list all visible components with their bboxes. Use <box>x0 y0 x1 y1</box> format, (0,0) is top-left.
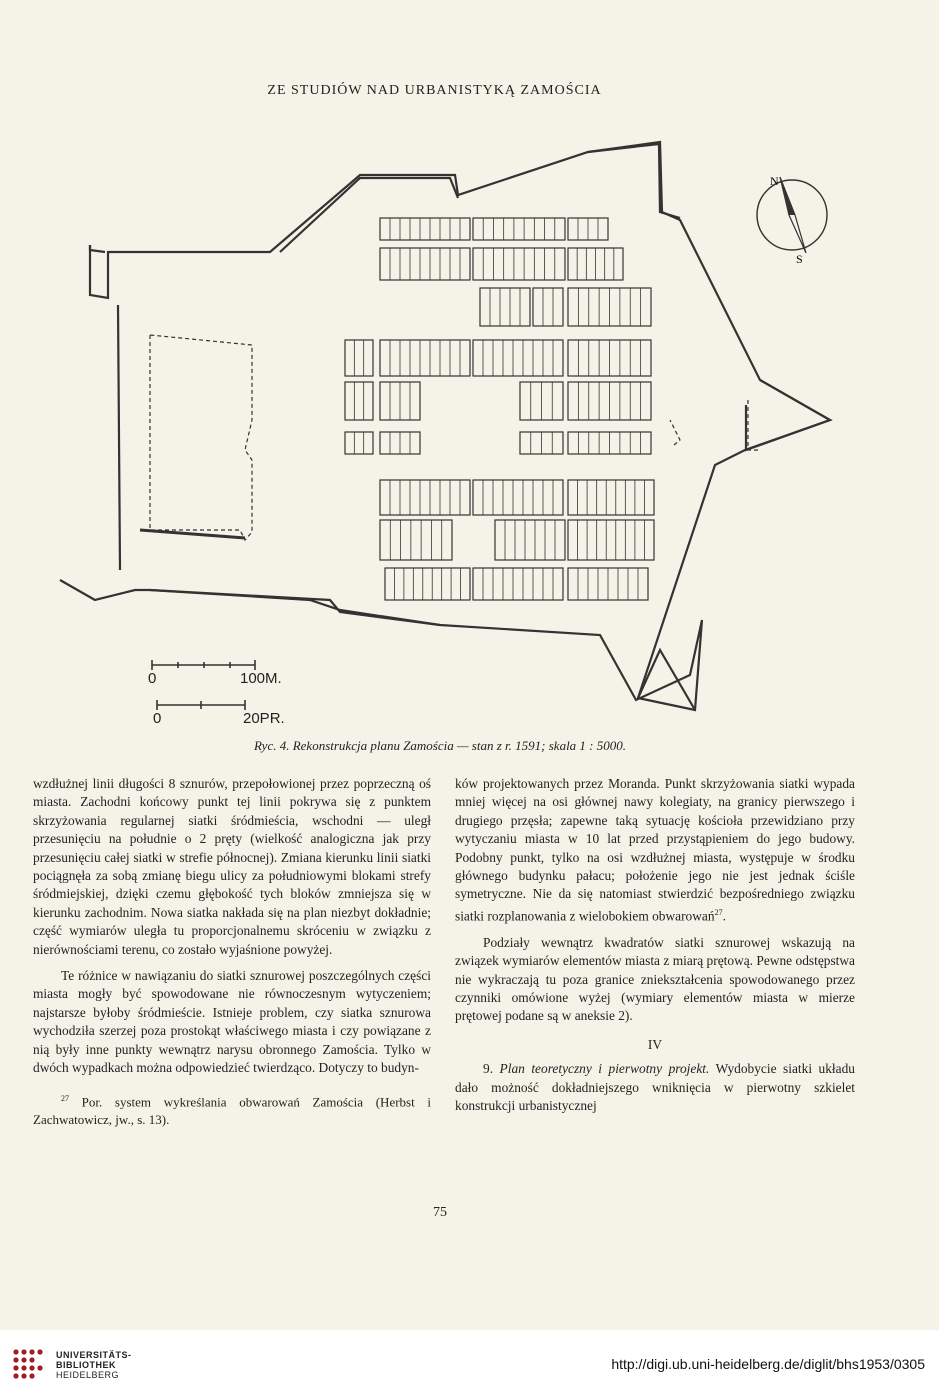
left-column <box>33 775 431 1130</box>
palace-outline <box>150 335 252 540</box>
bastion-east <box>746 380 830 450</box>
city-block <box>380 218 470 240</box>
library-line-3: HEIDELBERG <box>56 1370 120 1380</box>
city-block <box>385 568 470 600</box>
left-paragraph-2: Te różnice w nawiązaniu do siatki sznurowej poszczególnych części miasta mogły być spowodowane nie równoczesnym wytyczeniem; najstarsze byłoby śródmieście. Istnieje problem, czy siatka sznurowa wychodziła szerzej poza prostokąt właściwego miasta i czy powiązane z nią były inne punkty wewnątrz narysu obronnego Zamościa. Tylko w dwóch wypadkach można odpowiedzieć twierdząco. Dotyczy to budyn- <box>33 968 431 1076</box>
p3-title: Plan teoretyczny i pierwotny projekt. <box>499 1061 710 1077</box>
city-block <box>380 248 470 280</box>
left-paragraph-1: wzdłużnej linii długości 8 sznurów, przepołowionej przez poprzeczną oś miasta. Zachodni końcowy punkt tej linii pokrywa się z punktem skrzyżowania regularnej siatki śródmieścia, wschodni — uległ przesunięciu na południe o 2 pręty (wielkość analogiczna jak przy przesunięciu całej siatki w strefie północnej). Zmiana kierunku linii siatki pociągnęła za sobą zmianę biegu ulicy za południowymi blokami strefy śródmiejskiej, dzięki czemu głębokość tych bloków zmniejsza się w kierunku zachodnim. Nowa siatka nakłada się na plan niezbyt dokładnie; część wymiarów uległa tu proporcjonalnemu skróceniu w związku z nierównościami terenu, co zostało wyjaśnione powyżej. <box>33 776 431 957</box>
library-name <box>56 1350 132 1380</box>
scale-2-start: 0 <box>153 710 162 727</box>
city-block <box>380 340 470 376</box>
city-block <box>380 520 452 560</box>
city-plan-figure <box>40 120 860 740</box>
footnote-mark: 27 <box>61 1093 69 1103</box>
bastion-north <box>280 178 458 252</box>
library-line-2: BIBLIOTHEK <box>56 1360 116 1370</box>
city-blocks <box>345 218 654 600</box>
scale-bar-metres <box>152 660 255 670</box>
city-block <box>473 480 563 515</box>
city-block <box>568 480 654 515</box>
running-head: ZE STUDIÓW NAD URBANISTYKĄ ZAMOŚCIA <box>267 83 602 98</box>
right-paragraph-3 <box>455 1060 855 1115</box>
city-block <box>380 480 470 515</box>
city-block <box>473 340 563 376</box>
right-paragraph-1-end: . <box>722 908 726 924</box>
right-column <box>455 775 855 1115</box>
figure-caption: Ryc. 4. Rekonstrukcja planu Zamościa — stan z r. 1591; skala 1 : 5000. <box>253 738 627 753</box>
city-block <box>473 568 563 600</box>
scale-2-end: 20PR. <box>243 710 285 727</box>
right-paragraph-2: Podziały wewnątrz kwadratów siatki sznurowej wskazują na związek wymiarów elementów miasta z miarą prętową. Pewne odstępstwa nie wykraczają tu poza granice zniekształcenia spowodowanego przez czynniki omówione wyżej (wymiary elementów miasta w mierze prętowej podane są w aneksie 2). <box>455 934 855 1024</box>
city-block <box>345 340 373 376</box>
city-block <box>495 520 565 560</box>
compass-rose <box>757 174 827 266</box>
scale-1-end: 100M. <box>240 670 282 687</box>
right-paragraph-1-text: ków projektowanych przez Moranda. Punkt skrzyżowania siatki wypada mniej więcej na osi głównej nawy kolegiaty, na granicy pierwszego i drugiego przęsła; zapewne taką sytuację kościoła przewidziano przy wytyczaniu miasta w 10 lat przed przystąpieniem do jego budowy. Podobny punkt, tylko na osi wzdłużnej miasta, występuje w środku głównego budynku pałacu; położenie jego nie jest jednak ściśle symetryczne. Nie da się natomiast stwierdzić bezpośredniego związku siatki rozplanowania z wielobokiem obwarowań <box>455 776 855 924</box>
footnote-text: Por. system wykreślania obwarowań Zamościa (Herbst i Zachwatowicz, jw., s. 13). <box>33 1093 431 1128</box>
palace-south-wall <box>140 530 245 538</box>
bastion-northwest <box>90 245 105 252</box>
compass-s-label: S <box>796 252 803 266</box>
p3-number: 9. <box>483 1061 494 1077</box>
p3-text: Wydobycie siatki układu dało możność dokładniejszego wniknięcia w pierwotny szkielet konstrukcji urbanistycznej <box>455 1061 855 1113</box>
library-line-1: UNIVERSITÄTS- <box>56 1350 132 1360</box>
city-block <box>568 520 654 560</box>
right-footnote-ref: 27 <box>714 907 723 917</box>
section-number: IV <box>647 1036 663 1052</box>
city-block <box>345 432 373 454</box>
city-block <box>533 288 563 326</box>
library-footer <box>0 1330 939 1398</box>
library-logo-icon <box>8 1344 52 1388</box>
city-block <box>473 248 565 280</box>
bastion-northeast <box>588 144 680 218</box>
city-block <box>480 288 530 326</box>
east-market-outline <box>670 420 680 445</box>
curtain-west <box>118 305 120 570</box>
fortification-outline <box>60 142 830 710</box>
compass-n-label: N <box>770 174 779 188</box>
scale-bar-rods <box>157 700 245 710</box>
footnote <box>33 1090 431 1130</box>
east-bastion-inner <box>748 400 760 450</box>
scale-1-start: 0 <box>148 670 157 687</box>
city-block <box>473 218 565 240</box>
bastion-southeast <box>638 650 695 710</box>
right-paragraph-1 <box>455 775 855 926</box>
page-number: 75 <box>433 1205 447 1220</box>
source-url-link[interactable]: http://digi.ub.uni-heidelberg.de/diglit/bhs1953/0305 <box>611 1356 925 1372</box>
city-block <box>345 382 373 420</box>
curtain-south <box>150 590 440 625</box>
